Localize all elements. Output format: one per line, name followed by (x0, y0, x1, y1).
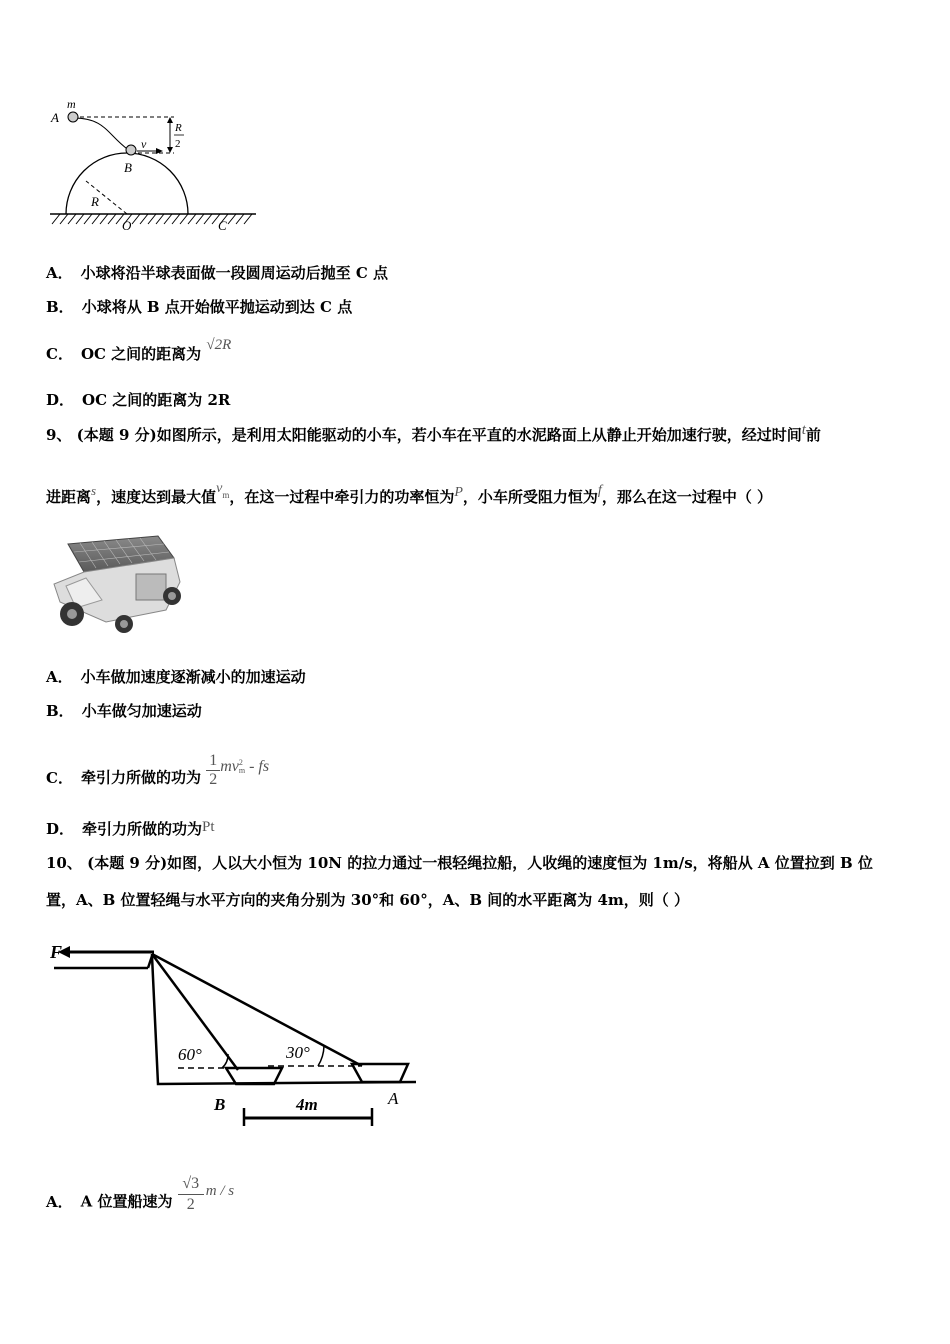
q9-option-c[interactable]: C． 牵引力所做的功为 $\frac{1}{2}$ mv 2 m - fs (46, 752, 270, 788)
q10-option-a[interactable]: A． A 位置船速为 $\frac{√3}{2}$ m / s (46, 1175, 235, 1213)
label-f: F (50, 942, 63, 962)
label-4m: 4m (296, 1095, 318, 1114)
q8-option-d[interactable]: D． OC 之间的距离为 2R (46, 391, 231, 409)
q9-option-b[interactable]: B． 小车做匀加速运动 (46, 702, 202, 720)
hemisphere-figure (46, 96, 261, 236)
label-a: A (51, 110, 59, 125)
boat-rope-figure (46, 936, 426, 1132)
label-b: B (124, 160, 132, 175)
solar-car-image (46, 530, 188, 634)
q10-stem-line2: 置，A、B 位置轻绳与水平方向的夹角分别为 30°和 60°，A、B 间的水平距离为 4m，则（ ） (46, 891, 690, 909)
q10-stem-line1: 10、 (本题 9 分)如图，人以大小恒为 10N 的拉力通过一根轻绳拉船，人收绳的速度恒为 1m/s，将船从 A 位置拉到 B 位 (46, 854, 873, 872)
label-b2: B (214, 1095, 226, 1114)
label-r-num: R (175, 122, 182, 134)
q8-option-a[interactable]: A． 小球将沿半球表面做一段圆周运动后抛至 C 点 (46, 264, 389, 282)
q9-stem-line1: 9、 (本题 9 分)如图所示，是利用太阳能驱动的小车，若小车在平直的水泥路面上从静止开始加速行驶，经过时间t前 (46, 422, 821, 444)
q9-stem-line2: 进距离s，速度达到最大值$v^m$，在这一过程中牵引力的功率恒为P，小车所受阻力恒为f，那么在这一过程中（ ） (46, 481, 773, 506)
label-r-den: 2 (175, 138, 181, 150)
frac-half: $\frac{1}{2}$ (206, 752, 220, 789)
q9-option-a[interactable]: A． 小车做加速度逐渐减小的加速运动 (46, 668, 306, 686)
label-r: R (91, 194, 99, 209)
q8-option-b[interactable]: B． 小球将从 B 点开始做平抛运动到达 C 点 (46, 298, 353, 316)
label-a2: A (388, 1089, 399, 1108)
q8-option-c[interactable]: C． OC 之间的距离为 √2R (46, 337, 232, 363)
label-angle-60: 60° (178, 1045, 202, 1064)
q9-option-d[interactable]: D． 牵引力所做的功为Pt (46, 819, 215, 838)
label-m: m (67, 97, 76, 111)
label-angle-30: 30° (286, 1043, 310, 1062)
frac-sqrt3-over-2: $\frac{√3}{2}$ (178, 1174, 204, 1215)
label-v: v (141, 137, 147, 151)
label-o: O (122, 218, 132, 233)
sqrt2r-math: √2R (206, 337, 232, 353)
label-c: C (218, 218, 227, 233)
